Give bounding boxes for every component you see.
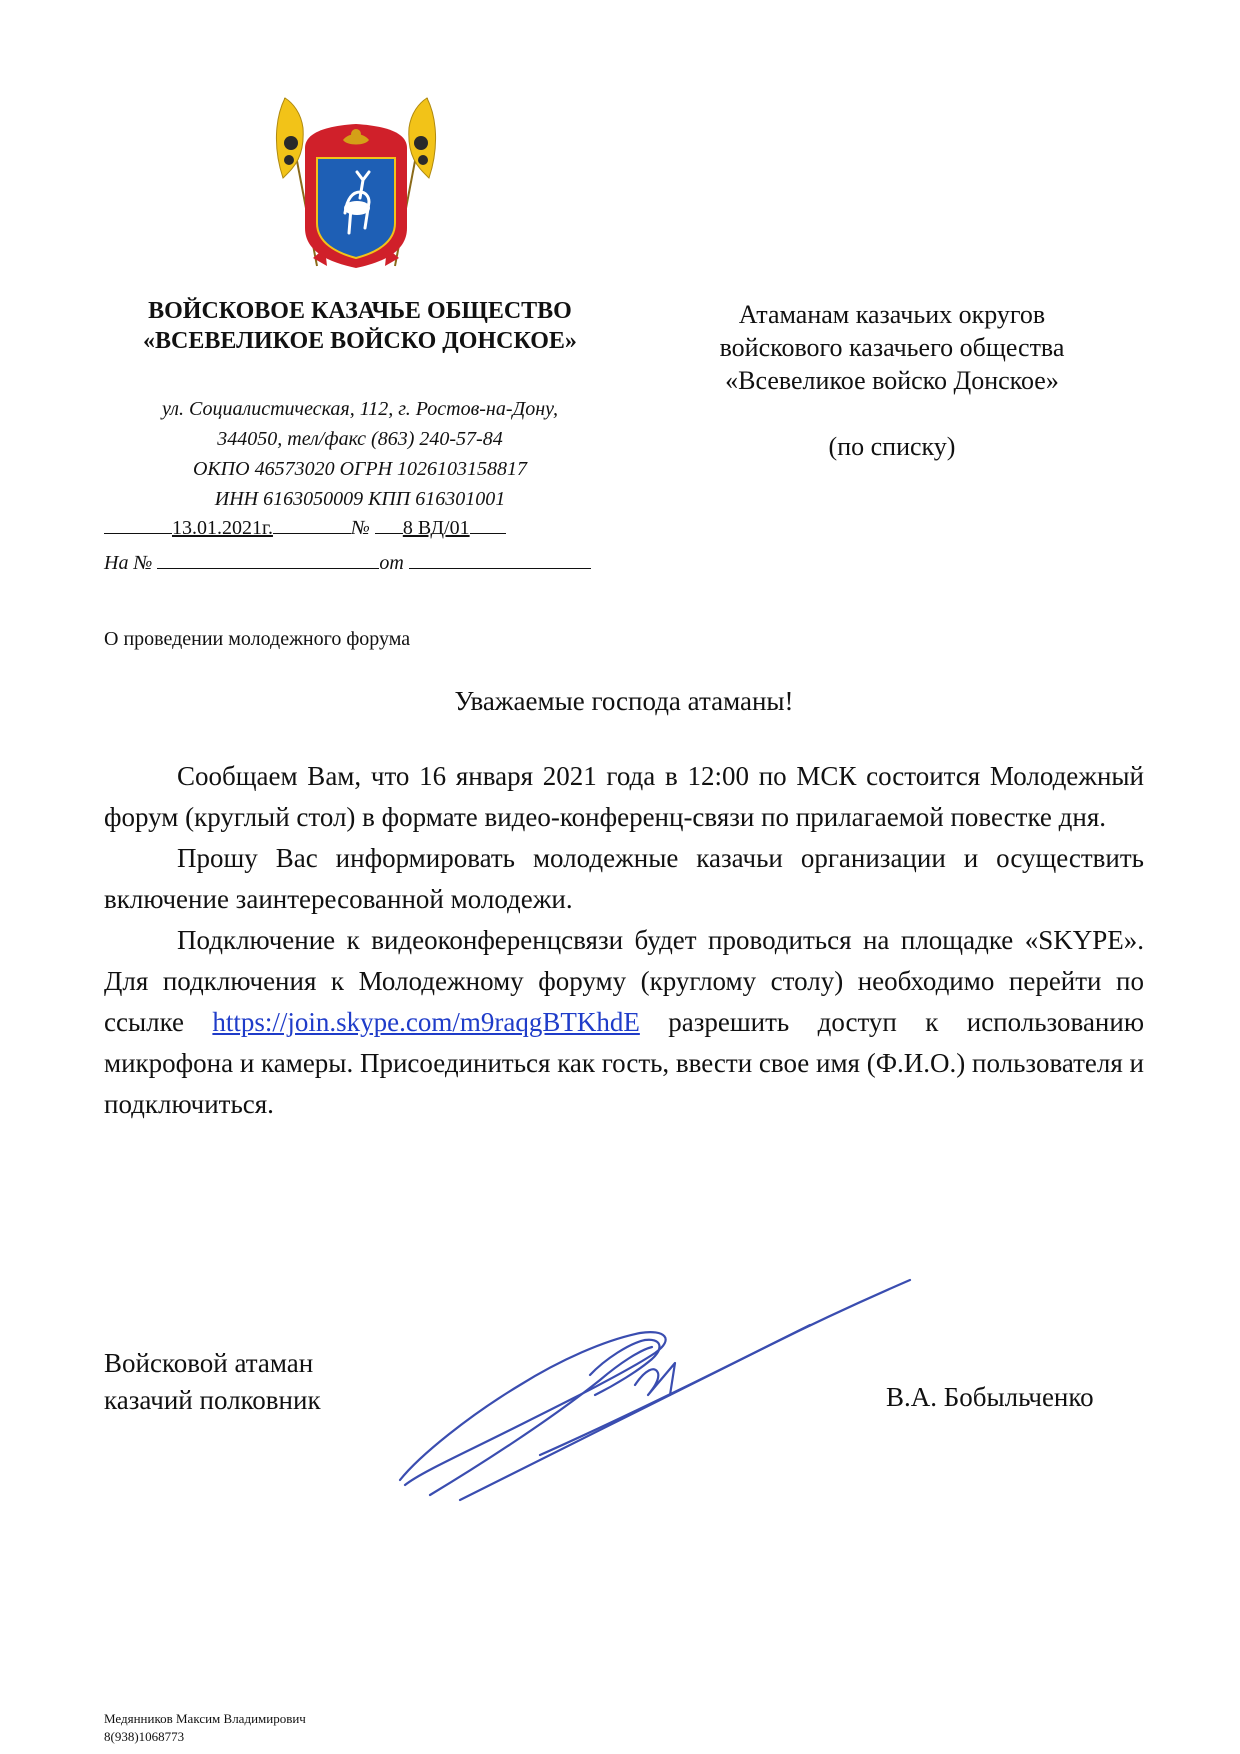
body-paragraph-3 bbox=[104, 920, 1144, 1125]
organization-name-line2: «ВСЕВЕЛИКОЕ ВОЙСКО ДОНСКОЕ» bbox=[143, 328, 577, 354]
address-line4: ИНН 6163050009 КПП 616301001 bbox=[214, 488, 506, 510]
registration-number: 8 ВД/01 bbox=[402, 517, 470, 539]
skype-join-link[interactable]: https://join.skype.com/m9raqgBTKhdE bbox=[212, 1007, 640, 1037]
recipient-line3: «Всевеликое войско Донское» bbox=[725, 366, 1059, 395]
address-line2: 344050, тел/факс (863) 240-57-84 bbox=[217, 428, 503, 450]
body-paragraph-1: Сообщаем Вам, что 16 января 2021 года в 12:00 по МСК состоится Молодежный форум (круглый стол) в формате видео-конференц-связи по прилагаемой повестке дня. bbox=[104, 761, 1144, 832]
executor-phone: 8(938)1068773 bbox=[104, 1729, 185, 1744]
handwritten-signature bbox=[390, 1255, 920, 1515]
reference-line bbox=[104, 552, 591, 575]
signatory-title-line1: Войсковой атаман bbox=[104, 1348, 314, 1378]
letter-body bbox=[104, 756, 1144, 1125]
signatory-name: В.А. Бобыльченко bbox=[886, 1382, 1094, 1412]
letter-subject: О проведении молодежного форума bbox=[104, 628, 411, 650]
recipient-line2: войскового казачьего общества bbox=[719, 333, 1065, 362]
executor-name: Медянников Максим Владимирович bbox=[104, 1711, 306, 1726]
organization-name bbox=[95, 296, 625, 356]
executor-info bbox=[104, 1710, 306, 1746]
recipient-list-note: (по списку) bbox=[828, 432, 956, 461]
reference-from-label: от bbox=[379, 552, 404, 574]
address-line3: ОКПО 46573020 ОГРН 1026103158817 bbox=[192, 458, 528, 480]
body-paragraph-2: Прошу Вас информировать молодежные казачьи организации и осуществить включение заинтересованной молодежи. bbox=[104, 843, 1144, 914]
recipient-line1: Атаманам казачьих округов bbox=[738, 300, 1046, 329]
body-paragraph-3-text: Подключение к видеоконференцсвязи будет проводиться на площадке «SKYPE». Для подключения к Молодежному форуму (круглому столу) необходимо перейти по ссылке bbox=[104, 925, 1144, 1037]
registration-date-number bbox=[104, 517, 506, 540]
organization-address bbox=[95, 394, 625, 514]
body-paragraph-3-continuation: разрешить доступ к использованию микрофона и камеры. Присоединиться как гость, ввести свое имя (Ф.И.О.) пользователя и подключиться. bbox=[104, 1007, 1145, 1119]
coat-of-arms-emblem bbox=[265, 88, 447, 274]
organization-name-line1: ВОЙСКОВОЕ КАЗАЧЬЕ ОБЩЕСТВО bbox=[148, 298, 572, 324]
registration-number-label: № bbox=[350, 517, 370, 539]
signatory-title-line2: казачий полковник bbox=[104, 1385, 321, 1415]
registration-date: 13.01.2021г. bbox=[172, 517, 273, 539]
reference-number-label: На № bbox=[104, 552, 153, 574]
recipient-block bbox=[672, 298, 1112, 463]
address-line1: ул. Социалистическая, 112, г. Ростов-на-Дону, bbox=[161, 398, 559, 420]
letter-greeting: Уважаемые господа атаманы! bbox=[454, 686, 794, 716]
signatory-title bbox=[104, 1345, 321, 1419]
